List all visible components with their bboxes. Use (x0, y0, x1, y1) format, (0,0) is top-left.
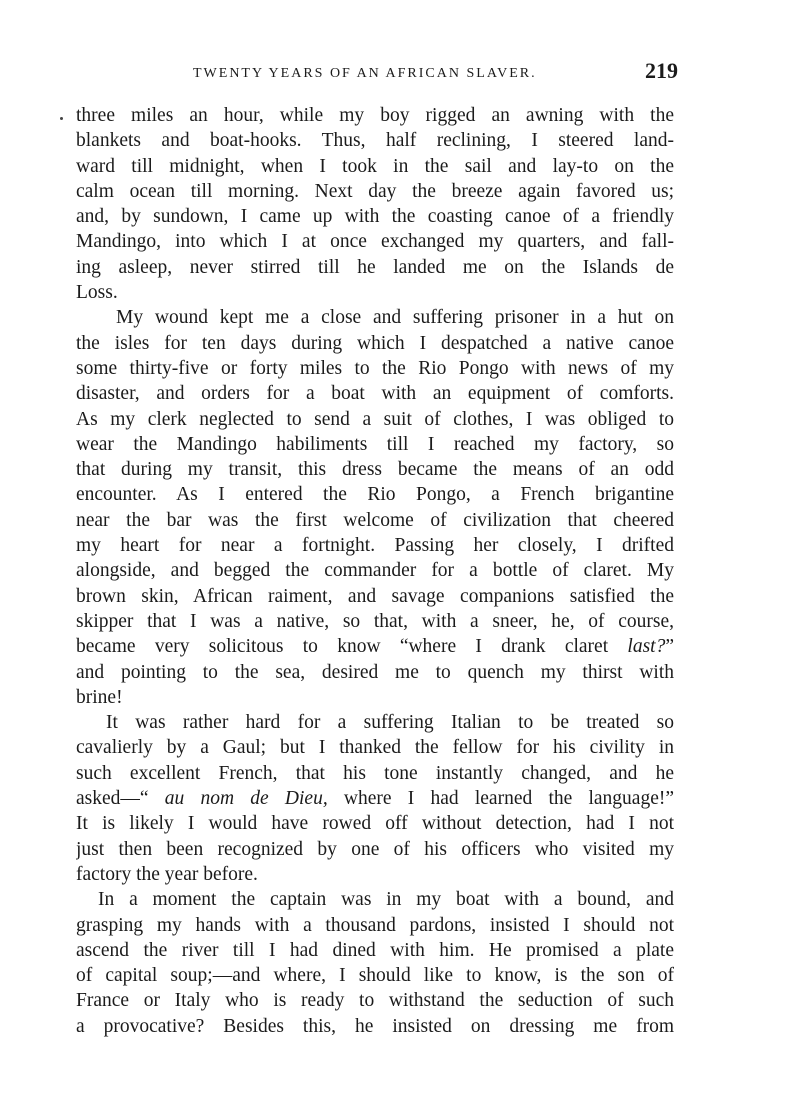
running-title: TWENTY YEARS OF AN AFRICAN SLAVER. (193, 66, 537, 81)
text-line: France or Italy who is ready to withstand the seduction of such (76, 990, 674, 1012)
text-line: ascend the river till I had dined with him. He promised a plate (76, 939, 674, 961)
text-line: such excellent French, that his tone instantly changed, and he (76, 762, 674, 784)
text-line: calm ocean till morning. Next day the breeze again favored us; (76, 180, 674, 202)
text-line: alongside, and begged the commander for a bottle of claret. My (76, 560, 674, 582)
text-line: just then been recognized by one of his officers who visited my (76, 838, 674, 860)
text-line: brine! (76, 686, 123, 708)
text-line: of capital soup;—and where, I should like to know, is the son of (76, 965, 674, 987)
text-segment: asked—“ (76, 788, 149, 810)
text-line: cavalierly by a Gaul; but I thanked the fellow for his civility in (76, 737, 674, 759)
text-line: a provocative? Besides this, he insisted on dressing me from (76, 1015, 674, 1037)
italic-text: last? (627, 636, 666, 658)
italic-text: au nom de Dieu, (164, 788, 328, 810)
text-line: the isles for ten days during which I despatched a native canoe (76, 332, 674, 354)
text-line: and, by sundown, I came up with the coasting canoe of a friendly (76, 206, 674, 228)
paragraph-start: It was rather hard for a suffering Italian to be treated so (106, 712, 674, 734)
text-line: Mandingo, into which I at once exchanged my quarters, and fall- (76, 231, 674, 253)
margin-mark (60, 117, 63, 120)
text-line: three miles an hour, while my boy rigged an awning with the (76, 105, 674, 126)
text-segment: ” (665, 636, 674, 658)
text-line: skipper that I was a native, so that, with a sneer, he, of course, (76, 610, 674, 632)
text-line: It is likely I would have rowed off without detection, had I not (76, 813, 674, 835)
paragraph-start: In a moment the captain was in my boat with a bound, and (98, 889, 674, 911)
text-line: ward till midnight, when I took in the sail and lay-to on the (76, 155, 674, 177)
text-line: As my clerk neglected to send a suit of clothes, I was obliged to (76, 408, 674, 430)
text-line: factory the year before. (76, 863, 258, 885)
text-line (76, 634, 674, 659)
text-line: and pointing to the sea, desired me to quench my thirst with (76, 661, 674, 683)
text-segment: where I had learned the language!” (343, 788, 674, 810)
text-line: that during my transit, this dress became the means of an odd (76, 459, 674, 481)
text-line: grasping my hands with a thousand pardons, insisted I should not (76, 914, 674, 936)
text-line: my heart for near a fortnight. Passing her closely, I drifted (76, 535, 674, 557)
body-text (76, 103, 674, 1039)
text-line: some thirty-five or forty miles to the Rio Pongo with news of my (76, 357, 674, 379)
text-line: ing asleep, never stirred till he landed me on the Islands de (76, 256, 674, 278)
page-number: 219 (645, 58, 678, 83)
text-segment: became very solicitous to know “where I drank claret (76, 636, 609, 658)
text-line: encounter. As I entered the Rio Pongo, a French brigantine (76, 484, 674, 506)
text-line: wear the Mandingo habiliments till I reached my factory, so (76, 433, 674, 455)
text-line: near the bar was the first welcome of civilization that cheered (76, 509, 674, 531)
text-line (76, 786, 674, 811)
running-header (75, 58, 678, 88)
text-line: brown skin, African raiment, and savage companions satisfied the (76, 585, 674, 607)
paragraph-start: My wound kept me a close and suffering prisoner in a hut on (116, 307, 674, 329)
text-line: disaster, and orders for a boat with an equipment of comforts. (76, 383, 674, 405)
text-line: blankets and boat-hooks. Thus, half reclining, I steered land- (76, 130, 674, 152)
text-line: Loss. (76, 282, 118, 304)
